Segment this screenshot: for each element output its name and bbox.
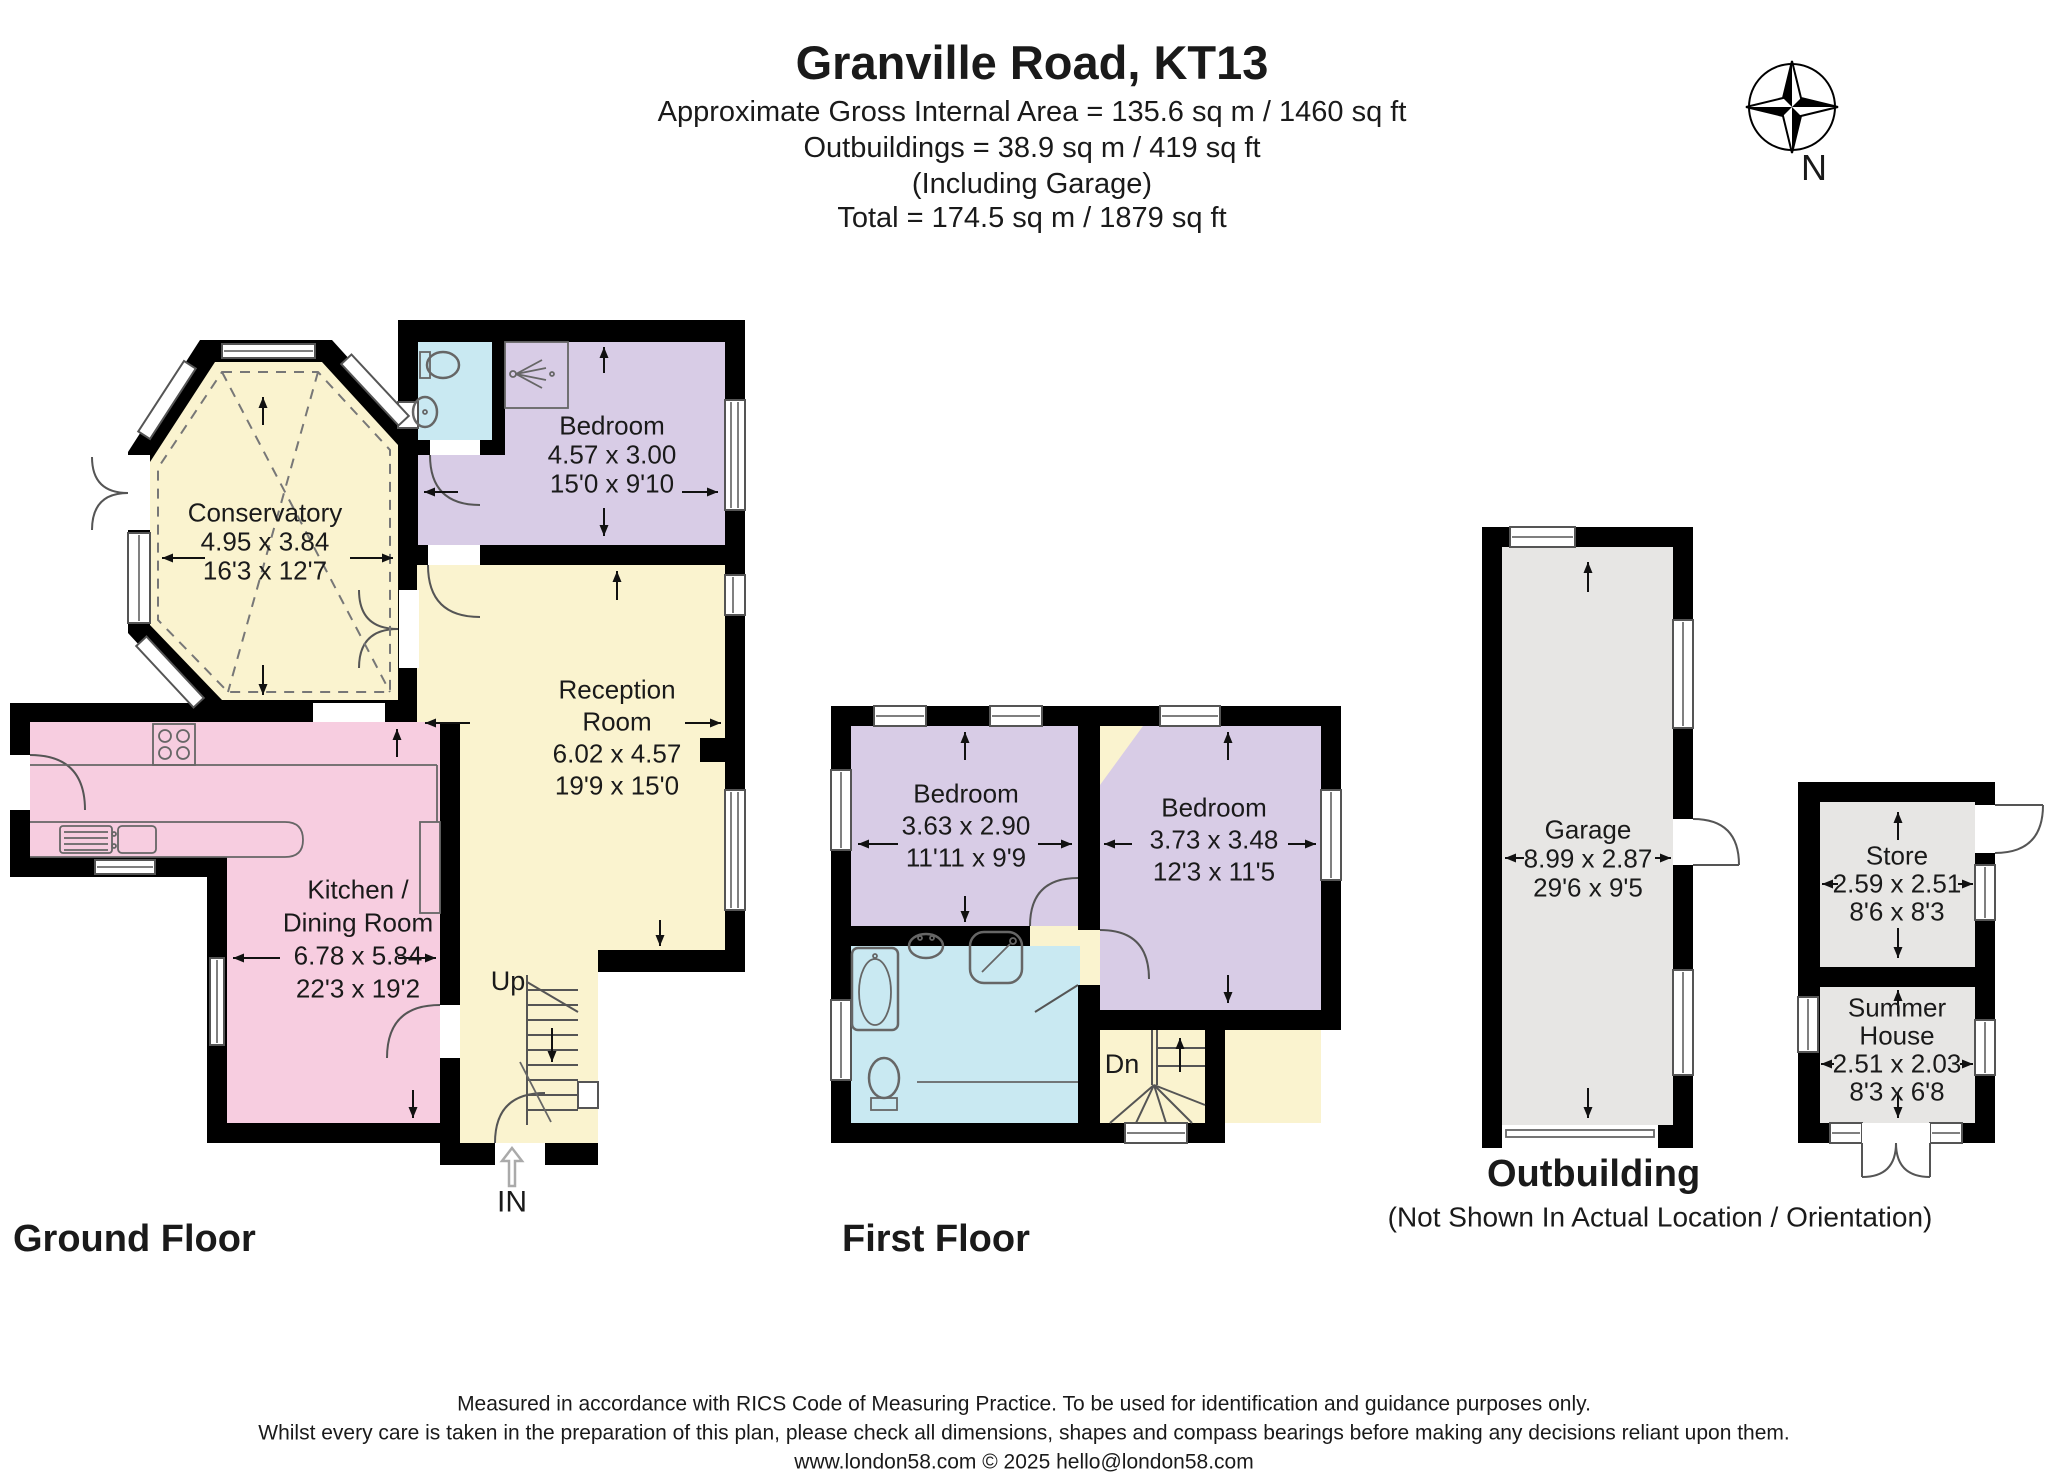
room-dims-metric: 6.02 x 4.57 bbox=[552, 738, 682, 769]
room-label-ff-bedroom-left: Bedroom bbox=[913, 778, 1019, 809]
room-dims-metric: 4.57 x 3.00 bbox=[547, 439, 677, 470]
room-label-reception-2: Room bbox=[582, 706, 652, 737]
room-dims-metric: 3.73 x 3.48 bbox=[1149, 824, 1279, 855]
room-label-conservatory: Conservatory bbox=[187, 497, 343, 528]
page-title: Granville Road, KT13 bbox=[795, 36, 1269, 90]
room-dims-imperial: 22'3 x 19'2 bbox=[295, 973, 421, 1004]
stairs-down-label: Dn bbox=[1104, 1049, 1140, 1080]
room-dims-imperial: 29'6 x 9'5 bbox=[1533, 872, 1643, 903]
outbuilding-note: (Not Shown In Actual Location / Orientation) bbox=[1387, 1201, 1933, 1233]
ground-floor-title: Ground Floor bbox=[13, 1218, 256, 1261]
room-label-ff-bedroom-right: Bedroom bbox=[1161, 792, 1267, 823]
room-dims-imperial: 12'3 x 11'5 bbox=[1152, 856, 1276, 887]
room-dims-imperial: 11'11 x 9'9 bbox=[905, 842, 1027, 873]
room-dims-imperial: 19'9 x 15'0 bbox=[554, 770, 680, 801]
first-floor-title: First Floor bbox=[842, 1218, 1030, 1261]
footer-contact: www.london58.com © 2025 hello@london58.com bbox=[794, 1450, 1254, 1474]
room-label-garage: Garage bbox=[1544, 814, 1632, 845]
footer-disclaimer-1: Measured in accordance with RICS Code of Measuring Practice. To be used for identification and guidance purposes only. bbox=[457, 1392, 1591, 1416]
room-dims-metric: 2.59 x 2.51 bbox=[1832, 868, 1962, 899]
entrance-label: IN bbox=[497, 1185, 527, 1219]
stairs-up-label: Up bbox=[490, 966, 526, 997]
room-label-kitchen-2: Dining Room bbox=[282, 907, 434, 938]
outbuilding-title: Outbuilding bbox=[1487, 1153, 1701, 1196]
room-dims-metric: 6.78 x 5.84 bbox=[293, 940, 423, 971]
header-area-line: Approximate Gross Internal Area = 135.6 sq m / 1460 sq ft bbox=[657, 96, 1407, 129]
room-dims-imperial: 8'3 x 6'8 bbox=[1849, 1076, 1945, 1107]
room-label-summer-house-2: House bbox=[1859, 1020, 1935, 1051]
room-dims-metric: 4.95 x 3.84 bbox=[200, 526, 330, 557]
header-total-line: Total = 174.5 sq m / 1879 sq ft bbox=[837, 202, 1227, 235]
room-dims-metric: 2.51 x 2.03 bbox=[1832, 1048, 1962, 1079]
footer-disclaimer-2: Whilst every care is taken in the preparation of this plan, please check all dimensions, shapes and compass bearings before making any decisions reliant upon them. bbox=[258, 1421, 1790, 1445]
room-label-store: Store bbox=[1865, 840, 1929, 871]
first-floor-plan bbox=[831, 706, 1341, 1143]
compass-rose bbox=[1746, 61, 1838, 153]
room-label-summer-house: Summer bbox=[1847, 992, 1947, 1023]
header-garage-line: (Including Garage) bbox=[911, 168, 1153, 201]
room-dims-metric: 8.99 x 2.87 bbox=[1523, 843, 1653, 874]
room-dims-metric: 3.63 x 2.90 bbox=[901, 810, 1031, 841]
room-label-reception: Reception bbox=[558, 674, 676, 705]
room-dims-imperial: 8'6 x 8'3 bbox=[1849, 896, 1945, 927]
room-dims-imperial: 16'3 x 12'7 bbox=[202, 555, 328, 586]
room-label-kitchen: Kitchen / bbox=[307, 874, 409, 905]
room-dims-imperial: 15'0 x 9'10 bbox=[549, 468, 675, 499]
compass-north-label: N bbox=[1801, 147, 1827, 189]
room-label-gf-bedroom: Bedroom bbox=[559, 410, 665, 441]
header-outbuildings-line: Outbuildings = 38.9 sq m / 419 sq ft bbox=[803, 132, 1261, 165]
